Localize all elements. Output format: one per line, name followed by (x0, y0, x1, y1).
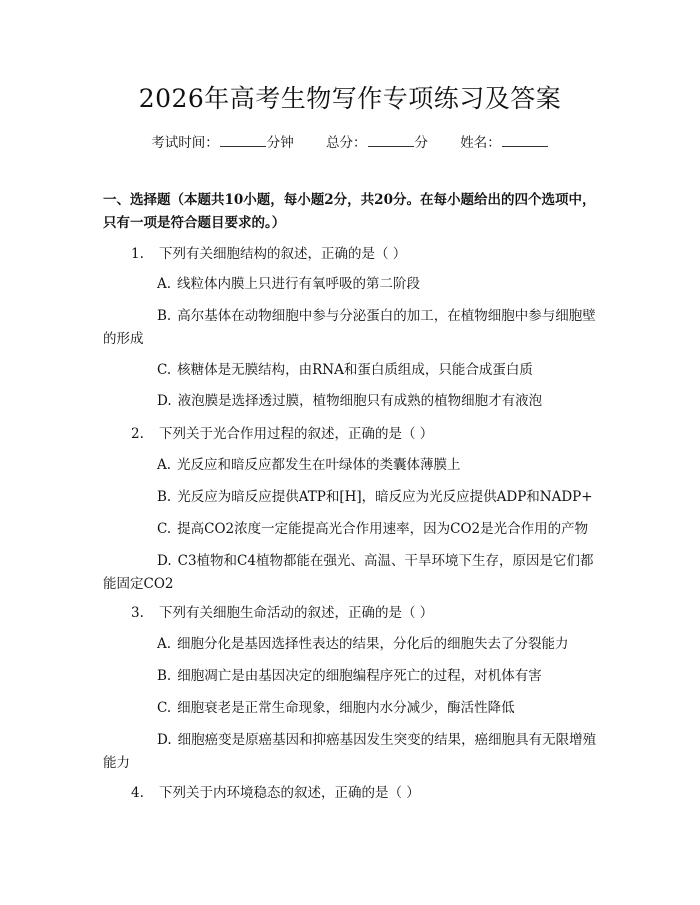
option-text: 细胞凋亡是由基因决定的细胞编程序死亡的过程，对机体有害 (177, 668, 542, 684)
question-2-option-d (103, 550, 597, 596)
question-2-option-b (103, 486, 597, 509)
student-name-blank (502, 132, 548, 147)
question-3-option-b (103, 665, 597, 688)
option-letter: B. (157, 489, 172, 505)
total-score-unit: 分 (414, 135, 428, 151)
question-number: 4. (131, 785, 144, 801)
option-letter: D. (157, 732, 172, 748)
question-1-option-a (103, 273, 597, 296)
exam-time-blank (220, 132, 266, 147)
question-1-option-c (103, 359, 597, 382)
student-name-label: 姓名： (460, 135, 501, 151)
question-4-stem (131, 783, 601, 803)
option-letter: C. (157, 521, 172, 537)
total-score-field (326, 135, 428, 151)
option-letter: A. (157, 276, 172, 292)
exam-time-unit: 分钟 (266, 135, 294, 151)
option-text: 光反应为暗反应提供ATP和[H]，暗反应为光反应提供ADP和NADP+ (177, 489, 593, 505)
option-text: 细胞衰老是正常生命现象，细胞内水分减少，酶活性降低 (177, 700, 515, 716)
question-2-option-c (103, 518, 597, 541)
question-number: 2. (131, 426, 144, 442)
section-heading: 一、选择题（本题共10小题，每小题2分，共20分。在每小题给出的四个选项中，只有一项是符合题目要求的。） (103, 192, 596, 231)
total-score-label: 总分： (326, 135, 367, 151)
exam-info-line (0, 132, 700, 153)
option-letter: B. (157, 668, 172, 684)
question-1-option-b (103, 305, 597, 351)
exam-time-label: 考试时间： (151, 135, 219, 151)
option-letter: D. (157, 393, 172, 409)
question-text: 下列关于内环境稳态的叙述，正确的是（ ） (159, 785, 420, 801)
student-name-field (460, 135, 549, 151)
question-number: 1. (131, 246, 144, 262)
question-number: 3. (131, 605, 144, 621)
option-text: 光反应和暗反应都发生在叶绿体的类囊体薄膜上 (177, 457, 461, 473)
option-text: 细胞分化是基因选择性表达的结果，分化后的细胞失去了分裂能力 (177, 636, 569, 652)
option-text: 线粒体内膜上只进行有氧呼吸的第二阶段 (177, 276, 421, 292)
question-2-option-a (103, 454, 597, 477)
option-letter: D. (157, 553, 172, 569)
option-letter: A. (157, 636, 172, 652)
question-3-option-c (103, 697, 597, 720)
question-text: 下列有关细胞结构的叙述，正确的是（ ） (159, 246, 407, 262)
option-text: 高尔基体在动物细胞中参与分泌蛋白的加工，在植物细胞中参与细胞壁的形成 (103, 308, 596, 347)
question-text: 下列关于光合作用过程的叙述，正确的是（ ） (159, 426, 434, 442)
option-text: 细胞癌变是原癌基因和抑癌基因发生突变的结果，癌细胞具有无限增殖能力 (103, 732, 597, 771)
option-letter: C. (157, 700, 172, 716)
question-text: 下列有关细胞生命活动的叙述，正确的是（ ） (159, 605, 434, 621)
option-text: 提高CO2浓度一定能提高光合作用速率，因为CO2是光合作用的产物 (177, 521, 589, 537)
option-letter: C. (157, 362, 172, 378)
question-3-option-a (103, 633, 597, 656)
exam-time-field (151, 135, 294, 151)
question-3-stem (131, 603, 601, 623)
option-letter: A. (157, 457, 172, 473)
page-title: 2026年高考生物写作专项练习及答案 (138, 84, 562, 113)
option-text: 液泡膜是选择透过膜，植物细胞只有成熟的植物细胞才有液泡 (177, 393, 543, 409)
option-text: C3植物和C4植物都能在强光、高温、干旱环境下生存，原因是它们都能固定CO2 (103, 553, 594, 592)
option-letter: B. (157, 308, 172, 324)
option-text: 核糖体是无膜结构，由RNA和蛋白质组成，只能合成蛋白质 (177, 362, 533, 378)
question-1-stem (131, 244, 601, 264)
total-score-blank (368, 132, 414, 147)
question-2-stem (131, 424, 601, 444)
question-3-option-d (103, 729, 597, 775)
question-1-option-d (103, 390, 597, 413)
